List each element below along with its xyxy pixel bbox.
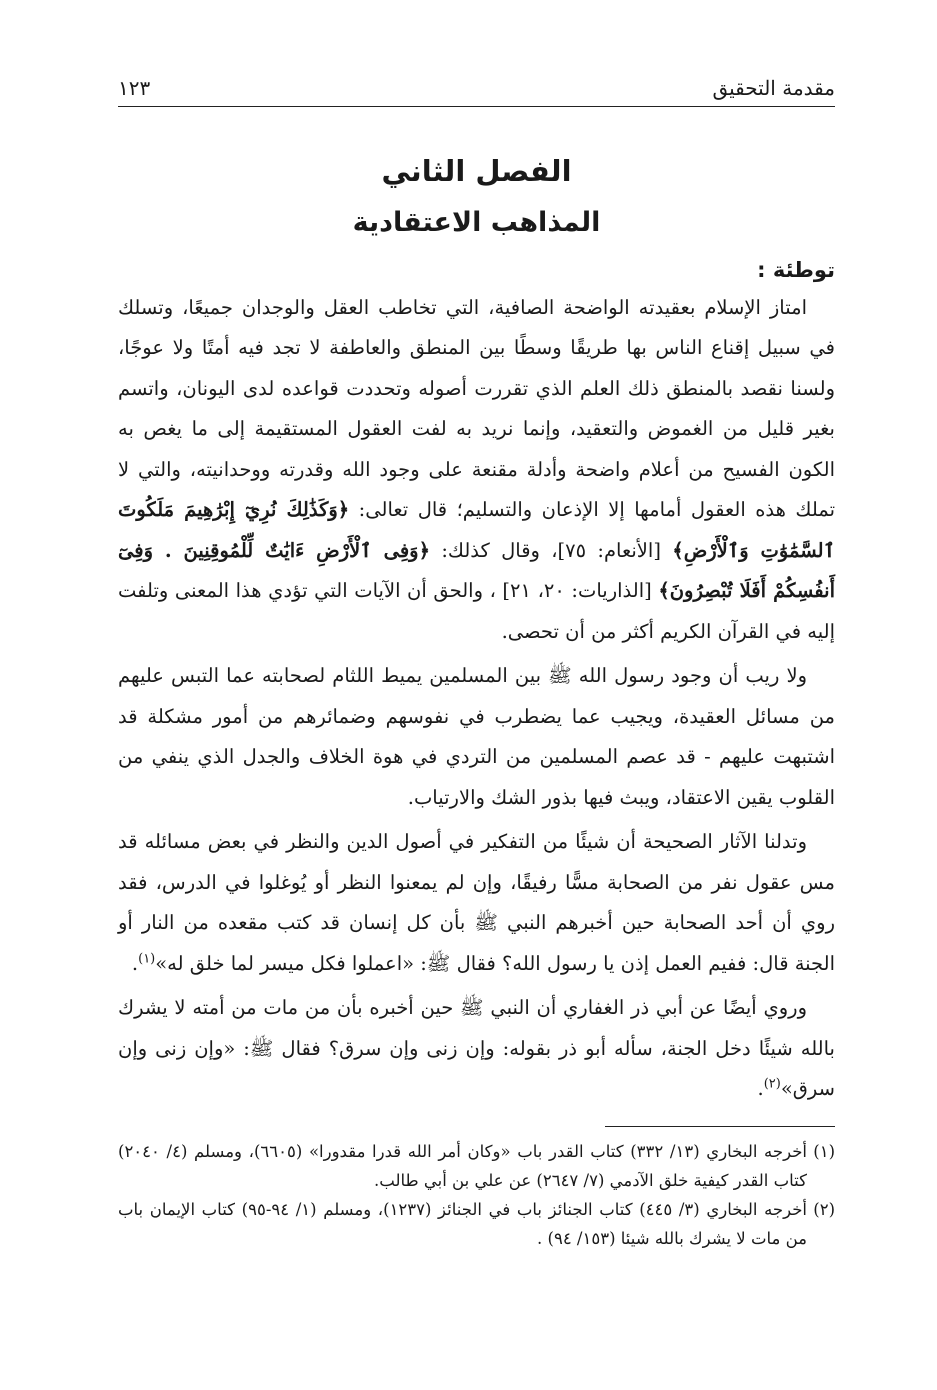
- paragraph-companions-reflection: [118, 822, 835, 984]
- chapter-title: الفصل الثاني: [381, 154, 572, 188]
- footnote-divider: [605, 1126, 835, 1127]
- footnote-2: [118, 1195, 835, 1253]
- paragraph-prophet-presence-text: ولا ريب أن وجود رسول الله ﷺ بين المسلمين يميط اللثام لصحابته عما التبس عليهم من مسائل العقيدة، ويجيب عما يضطرب في نفوسهم وضمائرهم من أمور مشكلة قد اشتبهت عليهم - قد عصم المسلمين من التردي في هوة الخلاف والجدل الذي ينفي من القلوب يقين الاعتقاد، ويبث فيها بذور الشك والارتياب.: [118, 664, 835, 809]
- chapter-subtitle: المذاهب الاعتقادية: [352, 206, 601, 238]
- footnote-2-number: (٢): [813, 1199, 835, 1219]
- quran-verse-dhariyat: ﴿وَفِى ٱلْأَرْضِ ءَايَٰتٌ لِّلْمُوقِنِينَ . وَفِىٓ أَنفُسِكُمْ أَفَلَا تُبْصِرُونَ﴾: [118, 538, 836, 603]
- paragraph-intro: [118, 288, 835, 653]
- quran-verse-anam: ﴿وَكَذَٰلِكَ نُرِيٓ إِبْرَٰهِيمَ مَلَكُوتَ ٱلسَّمَٰوَٰتِ وَٱلْأَرْضِ﴾: [118, 498, 836, 562]
- paragraph-abu-dharr-tail: .: [757, 1077, 764, 1101]
- footnote-1-text: أخرجه البخاري (١٣/ ٣٣٢) كتاب القدر باب «وكان أمر الله قدرا مقدورا» (٦٦٠٥)، ومسلم (٤/ ٢٠٤٠) كتاب القدر كيفية خلق الآدمي (٧/ ٢٦٤٧) عن علي بن أبي طالب.: [118, 1141, 807, 1190]
- footnote-ref-1[interactable]: (١): [138, 951, 156, 967]
- paragraph-intro-text: امتاز الإسلام بعقيدته الواضحة الصافية، التي تخاطب العقل والوجدان جميعًا، وتسلك في سبيل إقناع الناس بها طريقًا وسطًا بين المنطق والعاطفة لا تجد فيه أمتًا ولا عوجًا، ولسنا نقصد بالمنطق ذلك العلم الذي تقررت أصوله وتحددت قواعده لدى اليونان، واتسم بغير قليل من الغموض والتعقيد، وإنما نريد به لفت العقول المستقيمة إلى ما يغص به الكون الفسيح من أعلام واضحة وأدلة مقنعة على وجود الله وقدرته ووحدانيته، والتي لا تملك هذه العقول أمامها إلا الإذعان والتسليم؛ قال تعالى:: [118, 295, 835, 522]
- paragraph-intro-after: [الذاريات: ٢٠، ٢١] ، والحق أن الآيات التي تؤدي هذا المعنى وتلفت إليه في القرآن الكريم أكثر من أن تحصى.: [118, 579, 835, 643]
- paragraph-companions-reflection-text: وتدلنا الآثار الصحيحة أن شيئًا من التفكير في أصول الدين والنظر في بعض مسائله قد مس عقول نفر من الصحابة مسًّا رفيقًا، وإن لم يمعنوا النظر أو يُوغلوا في الدرس، فقد روي أن أحد الصحابة حين أخبرهم النبي ﷺ بأن كل إنسان قد كتب مقعده من النار أو الجنة قال: ففيم العمل إذن يا رسول الله؟ فقال ﷺ: «اعملوا فكل ميسر لما خلق له»: [118, 830, 835, 975]
- paragraph-intro-middle: [الأنعام: ٧٥]، وقال كذلك:: [430, 538, 673, 562]
- section-heading: توطئة :: [757, 257, 835, 282]
- running-head: [118, 52, 835, 107]
- footnote-2-text: أخرجه البخاري (٣/ ٤٤٥) كتاب الجنائز باب في الجنائز (١٢٣٧)، ومسلم (١/ ٩٤-٩٥) كتاب الإيمان باب من مات لا يشرك بالله شيئا (١٥٣/ ٩٤) .: [118, 1199, 808, 1248]
- footnote-1-number: (١): [813, 1141, 835, 1161]
- footnote-1: [118, 1137, 835, 1195]
- paragraph-prophet-presence: [118, 656, 835, 818]
- paragraph-abu-dharr-text: وروي أيضًا عن أبي ذر الغفاري أن النبي ﷺ حين أخبره بأن من مات من أمته لا يشرك بالله شيئًا دخل الجنة، سأله أبو ذر بقوله: وإن زنى وإن سرق؟ فقال ﷺ: «وإن زنى وإن سرق»: [118, 996, 835, 1101]
- paragraph-abu-dharr: [118, 988, 835, 1110]
- running-title: مقدمة التحقيق: [712, 76, 835, 100]
- footnote-ref-2[interactable]: (٢): [763, 1076, 781, 1092]
- paragraph-companions-tail: .: [131, 951, 139, 975]
- page-number: ١٢٣: [118, 76, 151, 100]
